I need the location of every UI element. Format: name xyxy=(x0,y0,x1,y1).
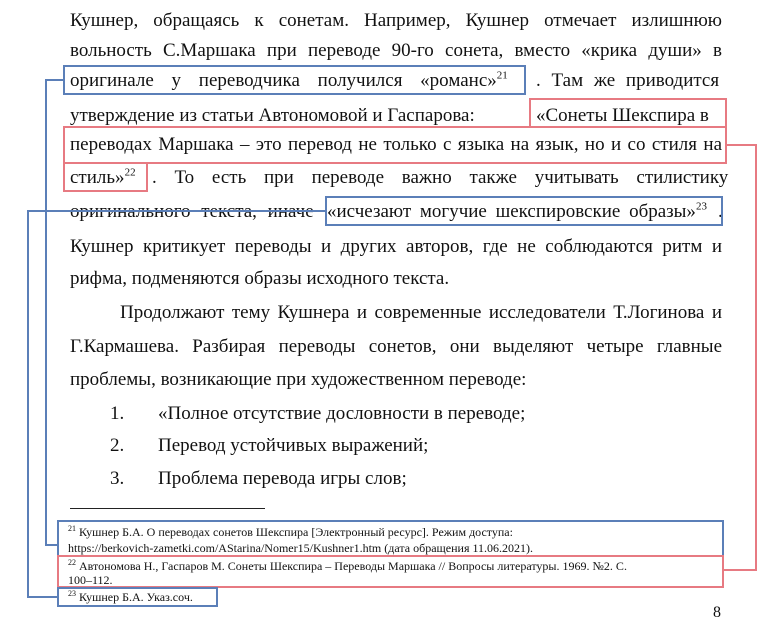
paragraph-line-5: переводах Маршака – это перевод не только с языка на язык, но и со стиля на xyxy=(70,134,722,155)
list-item-3-number: 3. xyxy=(110,468,125,489)
list-item-2-text: Перевод устойчивых выражений; xyxy=(158,435,429,456)
footnote-ref-22: 22 xyxy=(124,166,136,179)
list-item-1-text: «Полное отсутствие дословности в переводе; xyxy=(158,403,526,424)
blue-connector-21 xyxy=(46,80,64,545)
paragraph-line-8: Кушнер критикует переводы и других авторов, где не соблюдаются ритм и xyxy=(70,236,722,257)
list-item-2-number: 2. xyxy=(110,435,125,456)
paragraph-2-line-2: Г.Кармашева. Разбирая переводы сонетов, они выделяют четыре главные xyxy=(70,336,722,357)
footnote-ref-23: 23 xyxy=(695,200,707,213)
paragraph-2-line-3: проблемы, возникающие при художественном переводе: xyxy=(70,369,527,390)
footnote-21-line-1: $^{21}$ Кушнер Б.А. О переводах сонетов Шекспира [Электронный ресурс]. Режим доступа: xyxy=(68,524,513,539)
footnote-22-line-1: $^{22}$ Автономова Н., Гаспаров М. Сонеты Шекспира – Переводы Маршака // Вопросы литературы. 1969. №2. С. xyxy=(68,558,627,573)
list-item-1-number: 1. xyxy=(110,403,125,424)
paragraph-line-9: рифма, подменяются образы исходного текста. xyxy=(70,268,450,289)
footnote-21-line-2: https://berkovich-zametki.com/AStarina/Nomer15/Kushner1.htm (дата обращения 11.06.2021). xyxy=(68,541,534,555)
highlight-romance-quote: оригинале у переводчика получился «романс»$^{21}$ xyxy=(70,69,508,91)
footnote-23: $^{23}$ Кушнер Б.А. Указ.соч. xyxy=(68,589,193,604)
paragraph-line-2: вольность С.Маршака при переводе 90-го сонета, вместо «крика души» в xyxy=(70,40,722,61)
highlight-sonnets-quote-end: стиль»$^{22}$ xyxy=(70,166,136,188)
footnote-separator xyxy=(70,508,265,509)
highlight-images-quote: «исчезают могучие шекспировские образы»$^{23}$ xyxy=(327,200,707,222)
footnote-ref-21: 21 xyxy=(496,69,508,82)
paragraph-line-1: Кушнер, обращаясь к сонетам. Например, Кушнер отмечает излишнюю xyxy=(70,10,722,31)
highlight-sonnets-quote-start: «Сонеты Шекспира в xyxy=(536,105,709,126)
paragraph-2-line-1: Продолжают тему Кушнера и современные исследователи Т.Логинова и xyxy=(120,302,722,323)
document-page: Кушнер, обращаясь к сонетам. Например, Кушнер отмечает излишнюю вольность С.Маршака при переводе 90-го сонета, вместо «крика души» в оригинале у переводчика получился «романс»$^{21}$ . Там же приводится утверждение из статьи Автономовой и Гаспарова: «Сонеты Шекспира в переводах Маршака – это перевод не только с языка на язык, но и со стиля на стиль»$^{22}$ . То есть при переводе важно также учитывать стилистику оригинального текста, иначе «исчезают могучие шекспировские образы»$^{23}$ . Кушнер критикует переводы и других авторов, где не соблюдаются ритм и рифма, подменяются образы исходного текста. Продолжают тему Кушнера и современные исследователи Т.Логинова и Г.Кармашева. Разбирая переводы сонетов, они выделяют четыре главные проблемы, возникающие при художественном переводе: 1. «Полное отсутствие дословности в переводе; 2. Перевод устойчивых выражений; 3. Проблема перевода игры слов; $^{21}$ Кушнер Б.А. О переводах сонетов Шекспира [Электронный ресурс]. Режим доступа: https://berkovich-zametki.com/AStarina/Nomer15/Kushner1.htm (дата обращения 11.06.2021). $^{22}$ Автономова Н., Гаспаров М. Сонеты Шекспира – Переводы Маршака // Вопросы литературы. 1969. №2. С. 100–112. $^{23}$ Кушнер Б.А. Указ.соч. 8 xyxy=(0,0,774,628)
red-connector-22 xyxy=(723,145,756,570)
list-item-3-text: Проблема перевода игры слов; xyxy=(158,468,407,489)
page-number: 8 xyxy=(713,604,721,621)
footnote-22-line-2: 100–112. xyxy=(68,573,113,587)
